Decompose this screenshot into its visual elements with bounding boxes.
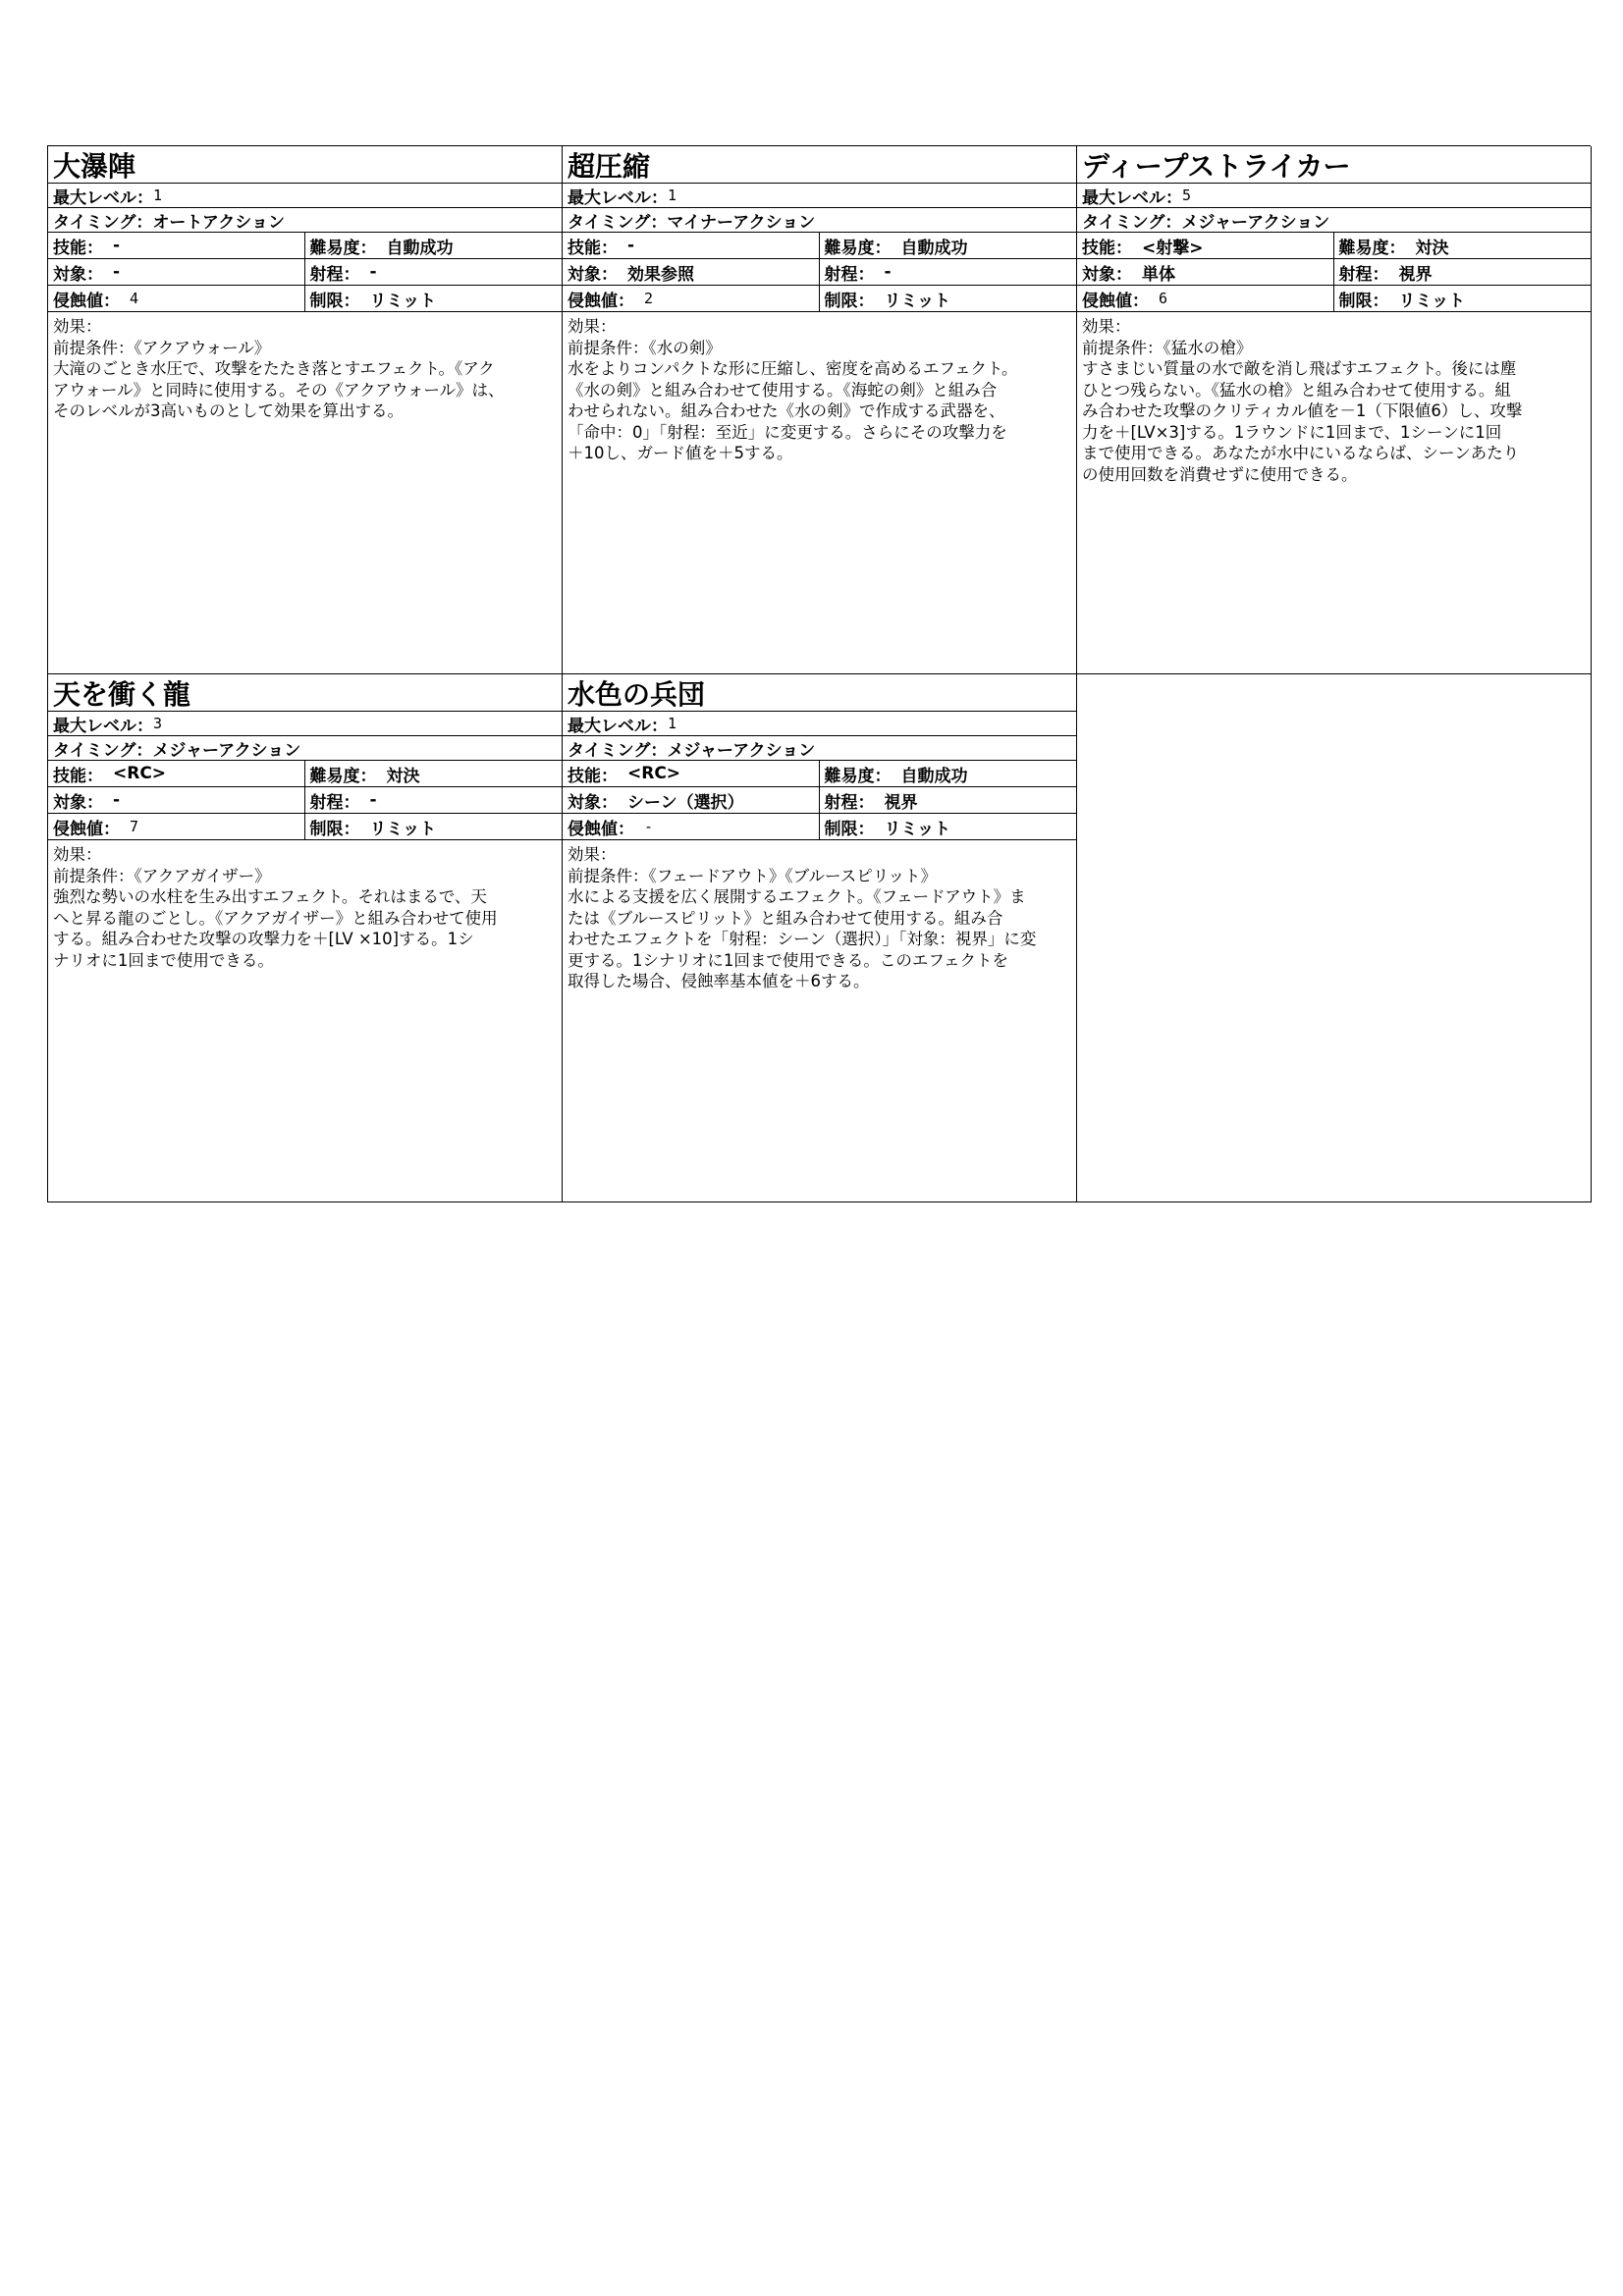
field-label: 射程：	[824, 792, 875, 813]
field-label: 最大レベル：	[53, 716, 153, 736]
effect-card	[563, 674, 1077, 1202]
erosion-value: 7	[130, 818, 139, 835]
prereq-line	[568, 338, 1070, 359]
field-label: ディープストライカー	[1082, 149, 1351, 183]
effect-line: わせたエフェクトを「射程：シーン（選択）」「対象：視界」に変	[568, 930, 1037, 948]
effect-line: 取得した場合、侵蝕率基本値を＋6する。	[568, 972, 870, 990]
max-level-row	[48, 712, 562, 736]
effect-line: まで使用できる。あなたが水中にいるならば、シーンあたり	[1082, 444, 1520, 462]
effect-description	[53, 886, 556, 971]
target-range-row	[1077, 259, 1591, 286]
difficulty-value: 対決	[386, 766, 420, 786]
effect-text-block	[48, 840, 562, 971]
skill-value: <RC>	[113, 764, 167, 783]
prereq-line	[568, 866, 1070, 887]
field-label: 侵蝕値：	[568, 291, 634, 311]
range-value: -	[884, 262, 892, 282]
field-label: 超圧縮	[568, 149, 651, 183]
erosion-value: 2	[644, 290, 654, 307]
prereq-line	[53, 866, 556, 887]
field-label: 技能：	[568, 238, 618, 258]
effect-line: 《水の剣》と組み合わせて使用する。《海蛇の剣》と組み合	[568, 380, 998, 400]
field-label: 制限：	[824, 291, 875, 311]
target-cell	[1077, 259, 1334, 285]
effect-card	[563, 146, 1077, 674]
effect-line: ＋10し、ガード値を＋5する。	[568, 444, 793, 462]
difficulty-cell	[820, 761, 1077, 786]
erosion-cell	[563, 286, 820, 311]
range-value: -	[369, 262, 377, 282]
skill-difficulty-row	[563, 233, 1076, 259]
effect-label: 効果：	[1082, 317, 1131, 336]
effect-text-block	[48, 312, 562, 422]
skill-difficulty-row	[1077, 233, 1591, 259]
skill-difficulty-row	[48, 233, 562, 259]
target-range-row	[563, 259, 1076, 286]
effect-label: 効果：	[568, 845, 617, 864]
limit-cell	[820, 286, 1077, 311]
max-level-row	[563, 712, 1076, 736]
field-label: 技能：	[568, 766, 618, 786]
field-label: 最大レベル：	[568, 187, 668, 208]
field-label: タイミング：	[53, 740, 153, 761]
limit-value: リミット	[884, 291, 951, 311]
target-value: シーン（選択）	[627, 792, 744, 813]
max-level-row	[1077, 184, 1591, 208]
field-label: 《アクアウォール》	[134, 338, 271, 357]
timing-row	[48, 736, 562, 761]
max-level-row	[563, 184, 1076, 208]
skill-cell	[563, 233, 820, 258]
timing-value: メジャーアクション	[1181, 212, 1330, 233]
field-label: 侵蝕値：	[1082, 291, 1149, 311]
effect-text-block	[1077, 312, 1591, 485]
effect-name	[1077, 146, 1591, 184]
difficulty-value: 自動成功	[900, 766, 968, 786]
field-label: 技能：	[53, 238, 103, 258]
effect-label: 効果：	[53, 317, 102, 336]
field-label: 難易度：	[1338, 238, 1406, 258]
difficulty-value: 自動成功	[900, 238, 968, 258]
field-label: 射程：	[309, 264, 360, 285]
erosion-limit-row	[563, 286, 1076, 312]
erosion-cell	[1077, 286, 1334, 311]
effect-line: アウォール》と同時に使用する。その《アクアウォール》は、	[53, 380, 505, 400]
skill-value: -	[113, 236, 121, 255]
target-value: 単体	[1142, 264, 1175, 285]
difficulty-cell	[1334, 233, 1592, 258]
erosion-cell	[48, 286, 305, 311]
timing-row	[1077, 208, 1591, 233]
erosion-value: -	[644, 818, 654, 835]
field-label: 侵蝕値：	[568, 819, 634, 839]
prereq-line	[53, 338, 556, 359]
field-label: 《水の剣》	[648, 338, 722, 357]
field-label: 射程：	[1338, 264, 1389, 285]
effect-line: すさまじい質量の水で敵を消し飛ばすエフェクト。後には塵	[1082, 359, 1517, 378]
field-label: タイミング：	[53, 212, 153, 233]
skill-value: <RC>	[627, 764, 681, 783]
effect-description	[53, 358, 556, 422]
target-range-row	[48, 787, 562, 814]
range-value: -	[369, 790, 377, 810]
field-label: 対象：	[53, 264, 103, 285]
limit-cell	[820, 814, 1077, 839]
limit-cell	[305, 286, 563, 311]
erosion-value: 6	[1159, 290, 1168, 307]
erosion-value: 4	[130, 290, 139, 307]
target-range-row	[48, 259, 562, 286]
erosion-limit-row	[48, 286, 562, 312]
difficulty-cell	[820, 233, 1077, 258]
effect-line: 「命中：0」「射程：至近」に変更する。さらにその攻撃力を	[568, 422, 1007, 442]
max-level-value: 3	[153, 715, 163, 732]
timing-row	[563, 736, 1076, 761]
field-label: 射程：	[309, 792, 360, 813]
effect-text-block	[563, 312, 1076, 464]
effect-line: 大滝のごとき水圧で、攻撃をたたき落とすエフェクト。《アク	[53, 359, 495, 378]
field-label: 大瀑陣	[53, 149, 136, 183]
max-level-row	[48, 184, 562, 208]
timing-value: マイナーアクション	[667, 212, 816, 233]
erosion-cell	[48, 814, 305, 839]
field-label: 難易度：	[824, 766, 892, 786]
effect-text-block	[563, 840, 1076, 992]
effect-line: 水による支援を広く展開するエフェクト。《フェードアウト》ま	[568, 887, 1026, 906]
field-label: 対象：	[568, 264, 618, 285]
effect-label: 効果：	[53, 845, 102, 864]
effect-label: 効果：	[568, 317, 617, 336]
max-level-value: 1	[668, 715, 677, 732]
field-label: 前提条件：	[568, 338, 649, 357]
erosion-limit-row	[48, 814, 562, 840]
field-label: 最大レベル：	[1082, 187, 1182, 208]
max-level-value: 1	[153, 187, 163, 204]
range-cell	[1334, 259, 1592, 285]
timing-row	[48, 208, 562, 233]
effect-description	[568, 886, 1070, 992]
max-level-value: 1	[668, 187, 677, 204]
range-value: 視界	[884, 792, 918, 813]
field-label: 前提条件：	[53, 338, 135, 357]
field-label: 技能：	[53, 766, 103, 786]
skill-value: <射撃>	[1142, 238, 1204, 258]
field-label: 水色の兵団	[568, 677, 706, 711]
limit-value: リミット	[1398, 291, 1466, 311]
skill-difficulty-row	[563, 761, 1076, 787]
field-label: 最大レベル：	[53, 187, 153, 208]
effect-card	[48, 146, 563, 674]
range-cell	[820, 259, 1077, 285]
field-label: 対象：	[568, 792, 618, 813]
difficulty-value: 自動成功	[386, 238, 454, 258]
field-label: タイミング：	[568, 212, 668, 233]
effect-name	[563, 146, 1076, 184]
field-label: 技能：	[1082, 238, 1132, 258]
target-value: -	[113, 790, 121, 810]
effect-description	[1082, 358, 1585, 485]
difficulty-cell	[305, 233, 563, 258]
effect-line: 更する。1シナリオに1回まで使用できる。このエフェクトを	[568, 950, 1009, 970]
range-cell	[820, 787, 1077, 813]
effect-line: たは《ブルースピリット》と組み合わせて使用する。組み合	[568, 908, 1003, 928]
empty-card-slot	[1077, 674, 1592, 1202]
effect-line: わせられない。組み合わせた《水の剣》で作成する武器を、	[568, 401, 1005, 420]
field-label: 前提条件：	[1082, 338, 1163, 357]
effect-card	[1077, 146, 1592, 674]
effect-name	[48, 674, 562, 712]
target-value: 効果参照	[627, 264, 694, 285]
range-value: 視界	[1398, 264, 1433, 285]
timing-value: メジャーアクション	[667, 740, 816, 761]
field-label: 難易度：	[824, 238, 892, 258]
target-value: -	[113, 262, 121, 282]
field-label: 前提条件：	[53, 866, 135, 885]
difficulty-cell	[305, 761, 563, 786]
field-label: 対象：	[53, 792, 103, 813]
effect-card-sheet	[47, 145, 1591, 1202]
target-cell	[48, 787, 305, 813]
field-label: 天を衝く龍	[53, 677, 191, 711]
timing-value: メジャーアクション	[152, 740, 301, 761]
limit-cell	[1334, 286, 1592, 311]
range-cell	[305, 259, 563, 285]
target-cell	[48, 259, 305, 285]
field-label: 最大レベル：	[568, 716, 668, 736]
effect-card	[48, 674, 563, 1202]
effect-line: 力を＋[LV×3]する。1ラウンドに1回まで、1シーンに1回	[1082, 422, 1502, 442]
field-label: タイミング：	[1082, 212, 1182, 233]
effect-line: の使用回数を消費せずに使用できる。	[1082, 464, 1358, 484]
timing-value: オートアクション	[152, 212, 285, 233]
erosion-cell	[563, 814, 820, 839]
target-cell	[563, 787, 820, 813]
effect-line: ひとつ残らない。《猛水の槍》と組み合わせて使用する。組	[1082, 380, 1511, 400]
prereq-line	[1082, 338, 1585, 359]
field-label: 侵蝕値：	[53, 291, 120, 311]
effect-line: そのレベルが3高いものとして効果を算出する。	[53, 401, 404, 420]
field-label: 《アクアガイザー》	[134, 866, 271, 885]
field-label: 侵蝕値：	[53, 819, 120, 839]
limit-value: リミット	[369, 291, 437, 311]
erosion-limit-row	[563, 814, 1076, 840]
limit-cell	[305, 814, 563, 839]
skill-value: -	[627, 236, 635, 255]
field-label: タイミング：	[568, 740, 668, 761]
skill-cell	[48, 761, 305, 786]
skill-cell	[563, 761, 820, 786]
erosion-limit-row	[1077, 286, 1591, 312]
difficulty-value: 対決	[1415, 238, 1449, 258]
effect-name	[563, 674, 1076, 712]
max-level-value: 5	[1182, 187, 1192, 204]
effect-line: へと昇る龍のごとし。《アクアガイザー》と組み合わせて使用	[53, 908, 498, 928]
effect-line: み合わせた攻撃のクリティカル値を－1（下限値6）し、攻撃	[1082, 401, 1523, 420]
effect-line: 強烈な勢いの水柱を生み出すエフェクト。それはまるで、天	[53, 887, 487, 906]
range-cell	[305, 787, 563, 813]
field-label: 制限：	[309, 291, 360, 311]
field-label: 射程：	[824, 264, 875, 285]
effect-line: ナリオに1回まで使用できる。	[53, 950, 274, 970]
field-label: 制限：	[1338, 291, 1389, 311]
skill-cell	[48, 233, 305, 258]
target-cell	[563, 259, 820, 285]
skill-cell	[1077, 233, 1334, 258]
field-label: 制限：	[824, 819, 875, 839]
field-label: 《フェードアウト》《ブルースピリット》	[648, 866, 938, 885]
timing-row	[563, 208, 1076, 233]
field-label: 対象：	[1082, 264, 1132, 285]
field-label: 難易度：	[309, 238, 377, 258]
effect-name	[48, 146, 562, 184]
target-range-row	[563, 787, 1076, 814]
effect-line: する。組み合わせた攻撃の攻撃力を＋[LV ×10]する。1シ	[53, 930, 474, 948]
effect-description	[568, 358, 1070, 464]
limit-value: リミット	[369, 819, 437, 839]
limit-value: リミット	[884, 819, 951, 839]
field-label: 制限：	[309, 819, 360, 839]
field-label: 難易度：	[309, 766, 377, 786]
field-label: 《猛水の槍》	[1163, 338, 1253, 357]
skill-difficulty-row	[48, 761, 562, 787]
effect-line: 水をよりコンパクトな形に圧縮し、密度を高めるエフェクト。	[568, 359, 1018, 378]
field-label: 前提条件：	[568, 866, 649, 885]
